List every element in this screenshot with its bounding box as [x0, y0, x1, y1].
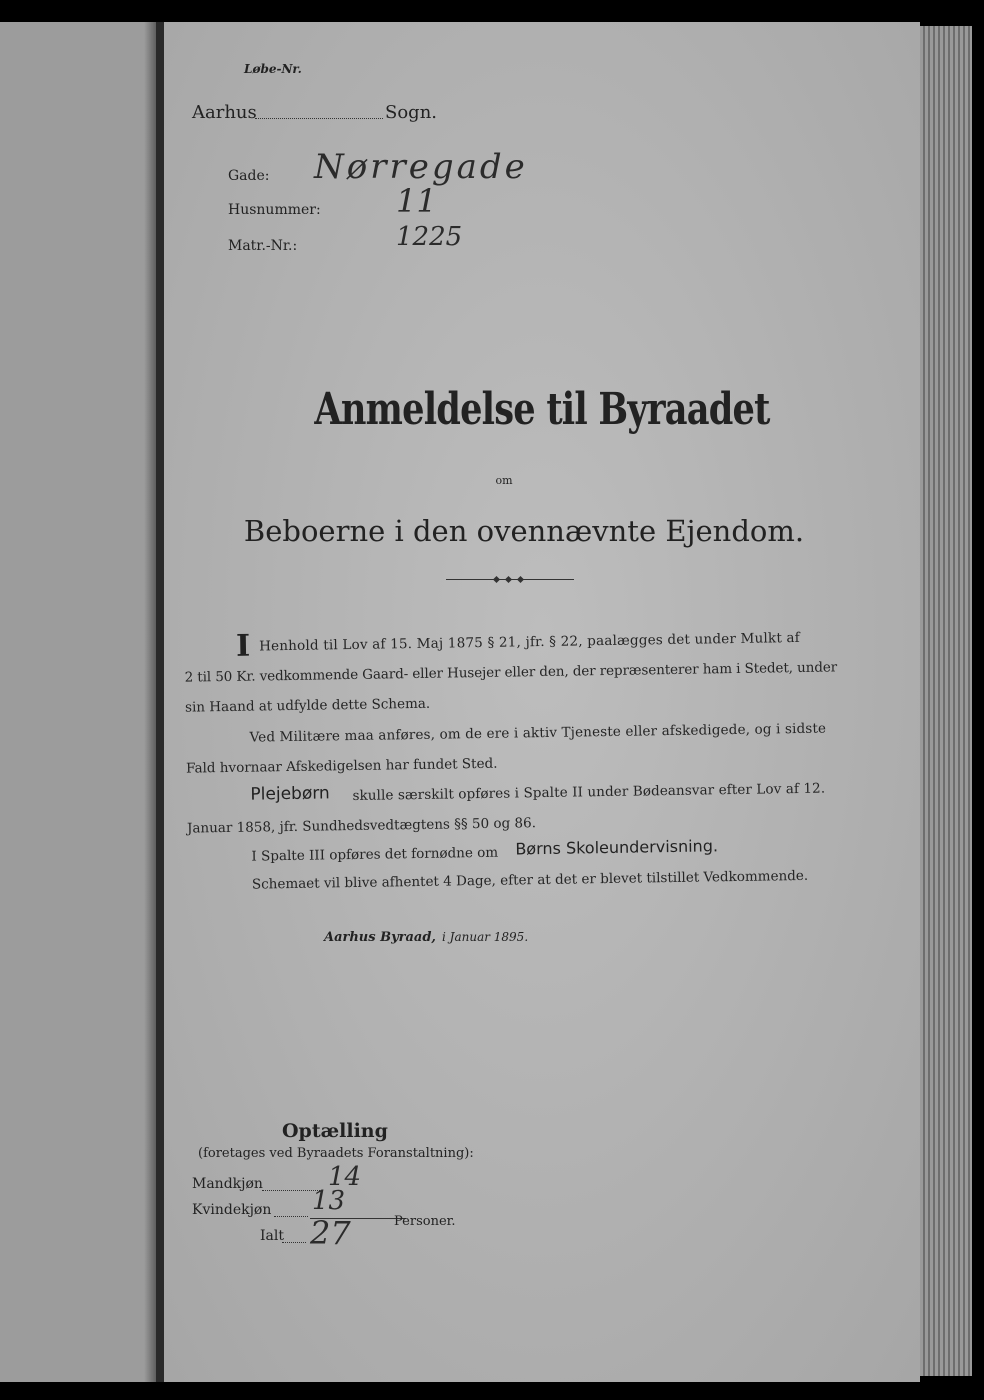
- husnummer-value: 11: [396, 182, 437, 220]
- document-page: [164, 22, 920, 1382]
- subtitle: Beboerne i den ovennævnte Ejendom.: [243, 514, 805, 548]
- female-dots: [274, 1216, 308, 1217]
- city-label: Aarhus: [192, 102, 257, 123]
- female-value: 13: [312, 1186, 346, 1216]
- count-note: (foretages ved Byraadets Foranstaltning):: [198, 1146, 474, 1161]
- instr-p2-line1: Ved Militære maa anføres, om de ere i aktiv Tjeneste eller afskedigede, og i sidste: [249, 720, 827, 746]
- total-dots: [282, 1242, 306, 1243]
- instr-p4-emph: Børns Skoleundervisning.: [515, 836, 719, 859]
- signature-authority: Aarhus Byraad,: [324, 930, 436, 945]
- main-title: Anmeldelse til Byraadet: [314, 384, 770, 435]
- sogn-label: Sogn.: [385, 102, 438, 123]
- instr-p3-lead: Plejebørn: [250, 783, 330, 805]
- instr-p1-line2: 2 til 50 Kr. vedkommende Gaard- eller Husejer eller den, der repræsenterer ham i Stedet, under: [184, 659, 838, 686]
- matr-label: Matr.-Nr.:: [228, 238, 298, 254]
- signature-date: i Januar 1895.: [442, 930, 529, 944]
- female-label: Kvindekjøn: [192, 1202, 272, 1218]
- instr-p1-line1: Henhold til Lov af 15. Maj 1875 § 21, jfr. § 22, paalægges det under Mulkt af: [259, 629, 801, 655]
- husnummer-label: Husnummer:: [228, 202, 321, 218]
- total-label: Ialt: [260, 1228, 284, 1244]
- title-om: om: [495, 474, 513, 487]
- male-value: 14: [328, 1162, 362, 1192]
- total-value: 27: [310, 1214, 351, 1252]
- count-title: Optælling: [282, 1120, 388, 1142]
- instr-p3-line2: Januar 1858, jfr. Sundhedsvedtægtens §§ 50 og 86.: [186, 815, 537, 837]
- drop-initial: I: [235, 628, 251, 664]
- instr-p4-prefix: I Spalte III opføres det fornødne om: [251, 844, 499, 865]
- instructions-block: [152, 16, 922, 928]
- left-page: [0, 22, 158, 1382]
- gade-value: Nørregade: [314, 147, 528, 187]
- instr-p5: Schemaet vil blive afhentet 4 Dage, efter at det er blevet tilstillet Vedkommende.: [251, 867, 809, 893]
- instr-p3-line1: skulle særskilt opføres i Spalte II under Bødeansvar efter Lov af 12.: [352, 780, 826, 805]
- lobe-nr-label: Løbe-Nr.: [244, 62, 302, 76]
- gade-label: Gade:: [228, 168, 270, 184]
- total-unit: Personer.: [394, 1214, 456, 1229]
- matr-value: 1225: [396, 222, 463, 252]
- page-edges: [920, 26, 972, 1376]
- male-label: Mandkjøn: [192, 1176, 263, 1192]
- instr-p2-line2: Fald hvornaar Afskedigelsen har fundet Sted.: [185, 755, 498, 777]
- instr-p1-line3: sin Haand at udfylde dette Schema.: [184, 695, 431, 716]
